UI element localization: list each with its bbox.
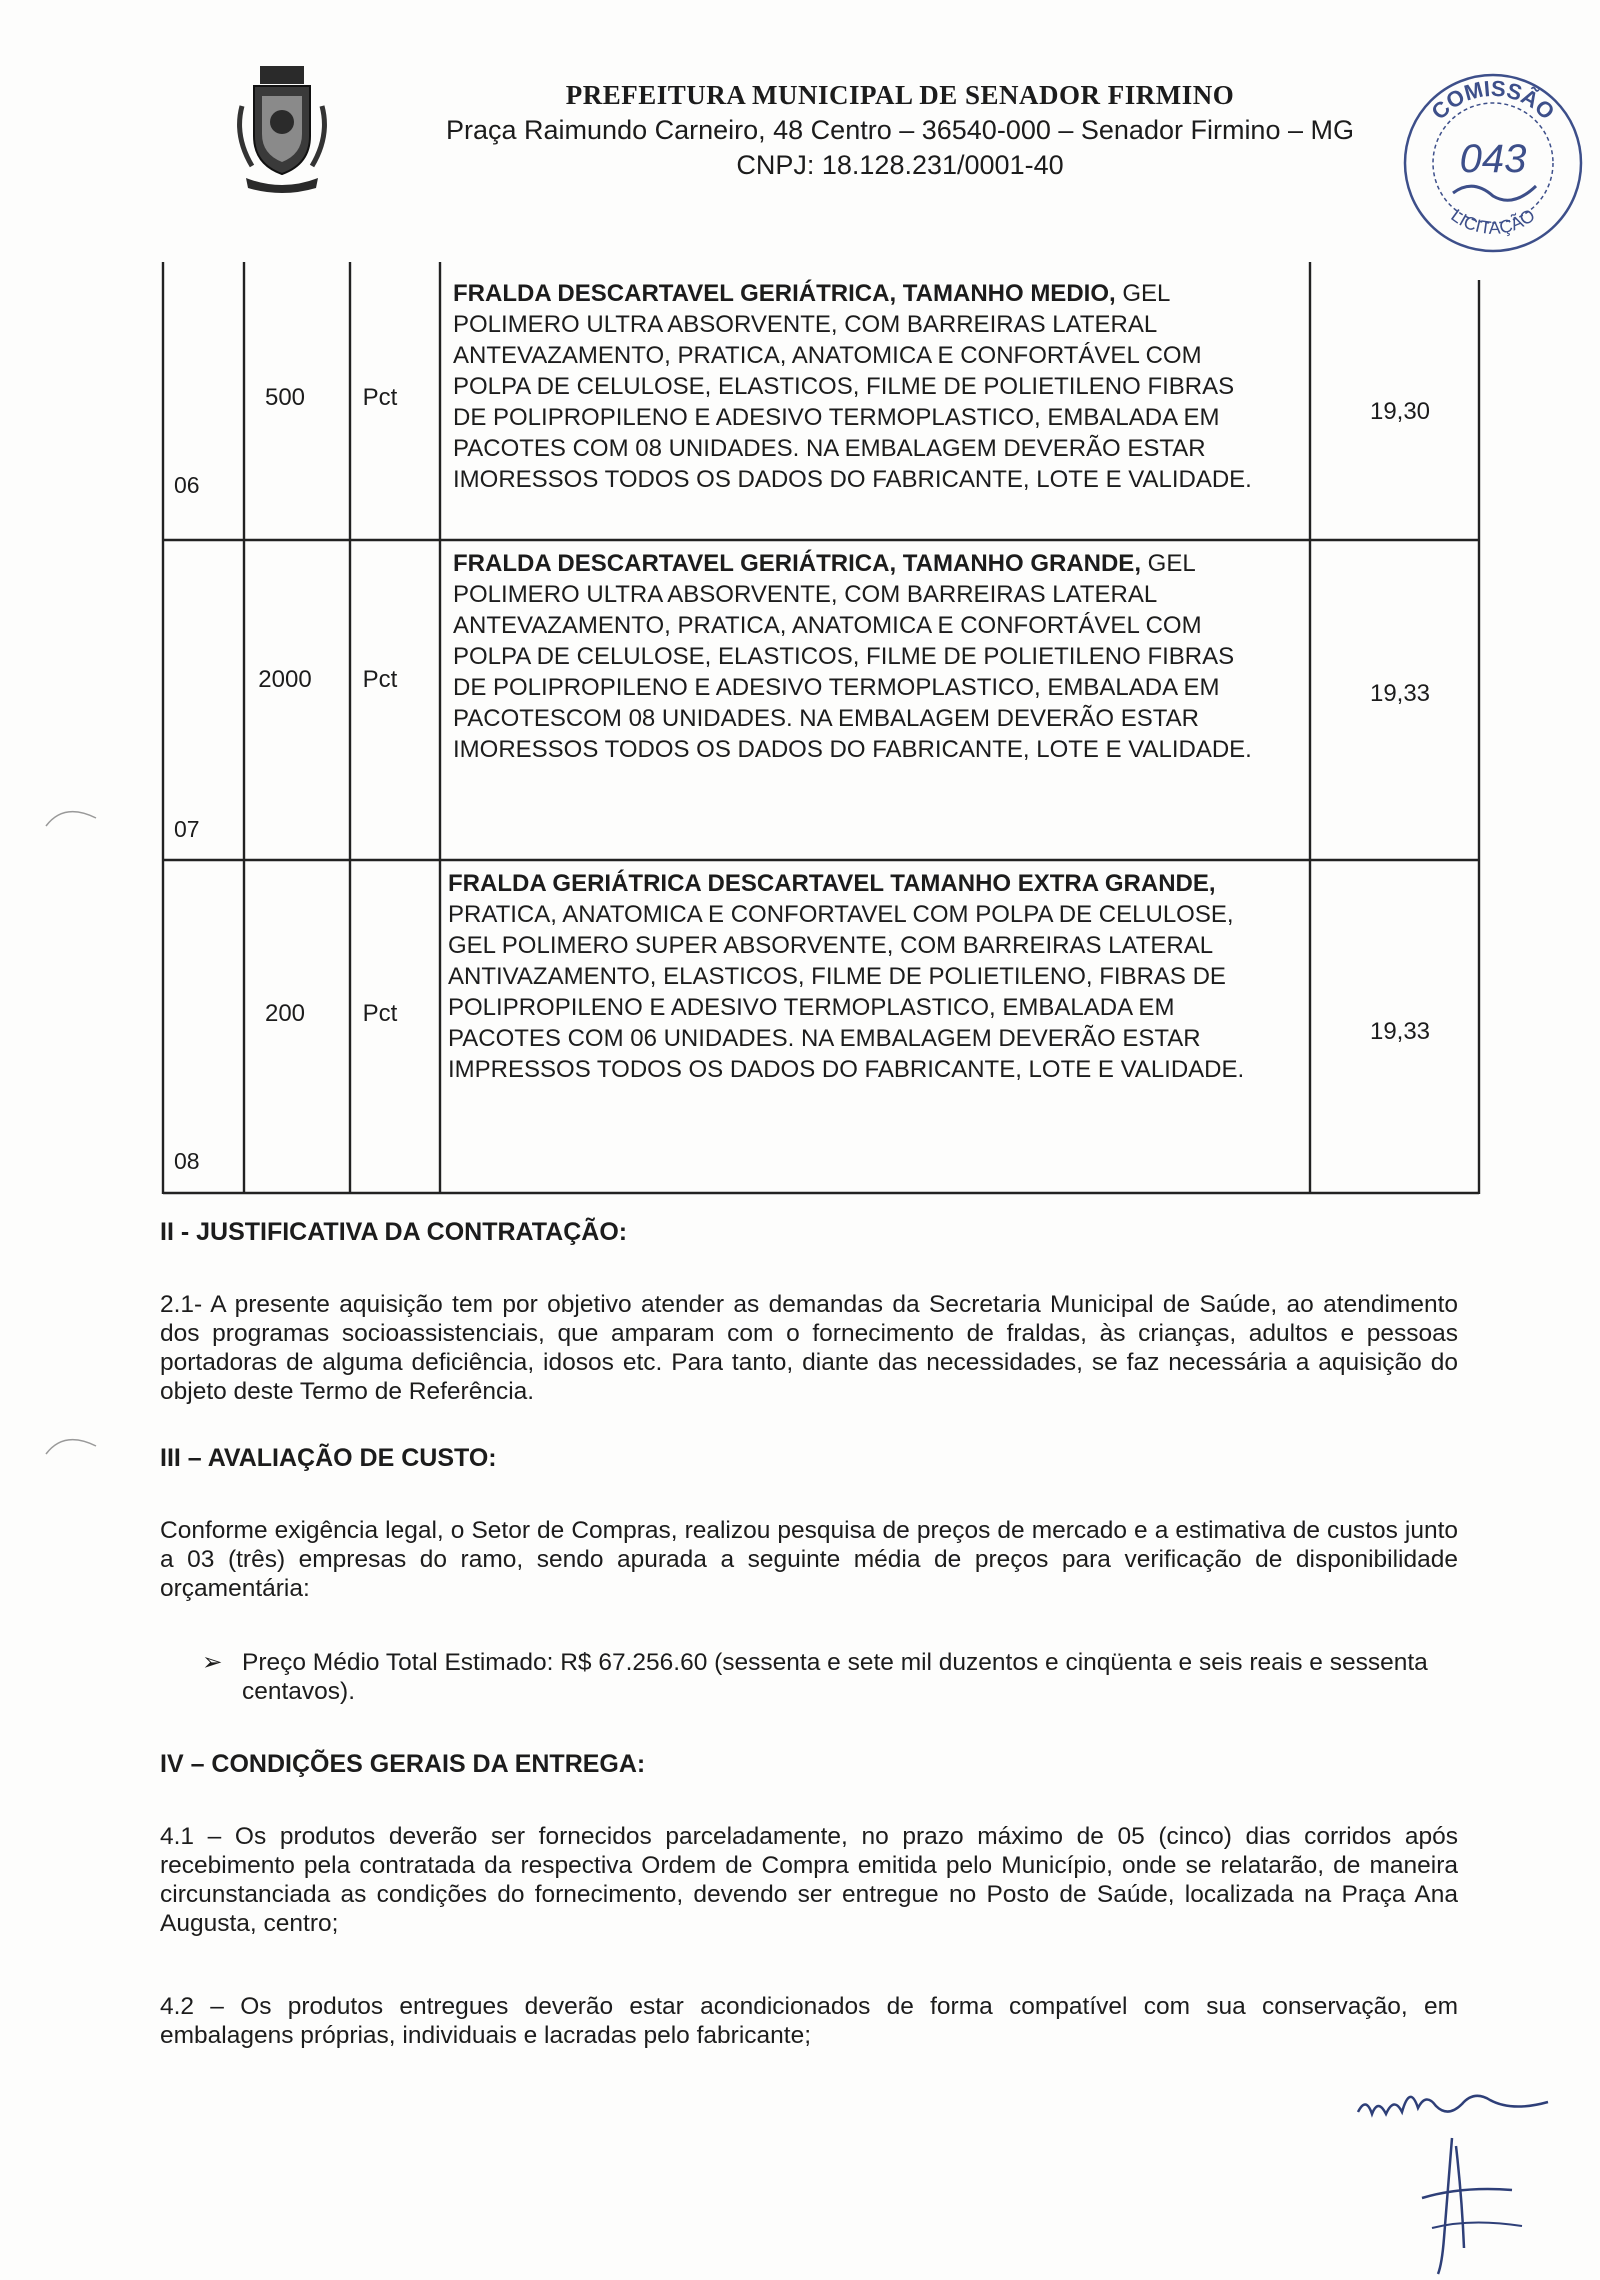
stamp-page-number: 043: [1459, 137, 1527, 181]
section-heading-justificativa: II - JUSTIFICATIVA DA CONTRATAÇÃO:: [160, 1218, 628, 1246]
entrega-item-4-1: 4.1 – Os produtos deverão ser fornecidos parceladamente, no prazo máximo de 05 (cinco) dias corridos após recebimento pela contratada da respectiva Ordem de Compra emitida pelo Município, onde se relatarão, de maneira circunstanciada as condições do fornecimento, devendo ser entregue no Posto de Saúde, localizada na Praça Ana Augusta, centro;: [160, 1823, 1458, 1937]
item-description-line: PACOTES COM 06 UNIDADES. NA EMBALAGEM DEVERÃO ESTAR: [448, 1025, 1201, 1052]
item-description-title: FRALDA DESCARTAVEL GERIÁTRICA, TAMANHO MEDIO,: [453, 280, 1116, 307]
margin-mark: [42, 1428, 102, 1458]
item-number: 08: [174, 1148, 200, 1174]
entrega-item-4-2: 4.2 – Os produtos entregues deverão estar acondicionados de forma compatível com sua conservação, em embalagens próprias, individuais e lacradas pelo fabricante;: [160, 1993, 1458, 2049]
svg-text:LICITAÇÃO: [1447, 205, 1538, 238]
item-description-line: DE POLIPROPILENO E ADESIVO TERMOPLASTICO, EMBALADA EM: [453, 674, 1220, 701]
table-row: [160, 262, 1482, 540]
item-description-line: POLIPROPILENO E ADESIVO TERMOPLASTICO, EMBALADA EM: [448, 994, 1175, 1021]
item-description-line: POLIMERO ULTRA ABSORVENTE, COM BARREIRAS LATERAL: [453, 311, 1158, 338]
table-row: [160, 860, 1482, 1194]
item-description-title: FRALDA DESCARTAVEL GERIÁTRICA, TAMANHO GRANDE,: [453, 550, 1141, 577]
letterhead: [400, 80, 1400, 181]
section-heading-avaliacao: III – AVALIAÇÃO DE CUSTO:: [160, 1444, 497, 1472]
item-unit-price: 19,30: [1369, 398, 1431, 425]
municipality-cnpj: CNPJ: 18.128.231/0001-40: [736, 150, 1064, 180]
item-description: [453, 548, 1453, 765]
item-quantity: 2000: [258, 666, 312, 693]
item-description-line: IMORESSOS TODOS OS DADOS DO FABRICANTE, LOTE E VALIDADE.: [453, 736, 1252, 763]
item-description-line: PRATICA, ANATOMICA E CONFORTAVEL COM POLPA DE CELULOSE,: [448, 901, 1234, 928]
margin-mark: [42, 800, 102, 830]
item-description-line: GEL POLIMERO SUPER ABSORVENTE, COM BARREIRAS LATERAL: [448, 932, 1214, 959]
section-heading-entrega: IV – CONDIÇÕES GERAIS DA ENTREGA:: [160, 1750, 646, 1778]
stamp-bottom-text: LICITAÇÃO: [1447, 205, 1539, 238]
item-description-line: POLPA DE CELULOSE, ELASTICOS, FILME DE POLIETILENO FIBRAS: [453, 643, 1235, 670]
item-description-line: ANTEVAZAMENTO, PRATICA, ANATOMICA E CONFORTÁVEL COM: [453, 342, 1202, 369]
item-unit-price: 19,33: [1369, 680, 1431, 707]
item-description-line: IMORESSOS TODOS OS DADOS DO FABRICANTE, LOTE E VALIDADE.: [453, 466, 1252, 493]
arrow-bullet-icon: ➢: [202, 1649, 223, 1676]
item-description: [448, 868, 1448, 1085]
stamp-top-text: COMISSÃO: [1426, 75, 1560, 125]
municipality-address: Praça Raimundo Carneiro, 48 Centro – 36540-000 – Senador Firmino – MG: [446, 115, 1354, 145]
item-quantity: 200: [264, 1000, 306, 1027]
item-description-line: DE POLIPROPILENO E ADESIVO TERMOPLASTICO, EMBALADA EM: [453, 404, 1220, 431]
item-description-title: FRALDA GERIÁTRICA DESCARTAVEL TAMANHO EXTRA GRANDE,: [448, 870, 1216, 897]
table-row: [160, 540, 1482, 860]
item-description-line: POLIMERO ULTRA ABSORVENTE, COM BARREIRAS LATERAL: [453, 581, 1158, 608]
item-quantity: 500: [264, 384, 306, 411]
handwritten-signature: [1352, 2078, 1562, 2278]
avaliacao-paragraph: Conforme exigência legal, o Setor de Compras, realizou pesquisa de preços de mercado e a estimativa de custos junto a 03 (três) empresas do ramo, sendo apurada a seguinte média de preços para verificação de disponibilidade orçamentária:: [160, 1517, 1458, 1602]
item-description-line: ANTIVAZAMENTO, ELASTICOS, FILME DE POLIETILENO, FIBRAS DE: [448, 963, 1226, 990]
item-unit: Pct: [362, 384, 398, 411]
municipal-crest-icon: [232, 66, 332, 196]
estimated-price-text: Preço Médio Total Estimado: R$ 67.256.60 (sessenta e sete mil duzentos e cinqüenta e seis reais e sessenta centavos).: [242, 1649, 1428, 1705]
item-description: [453, 278, 1453, 495]
item-description-line: PACOTES COM 08 UNIDADES. NA EMBALAGEM DEVERÃO ESTAR: [453, 435, 1206, 462]
item-description-line: ANTEVAZAMENTO, PRATICA, ANATOMICA E CONFORTÁVEL COM: [453, 612, 1202, 639]
item-description-line: IMPRESSOS TODOS OS DADOS DO FABRICANTE, LOTE E VALIDADE.: [448, 1056, 1245, 1083]
item-description-title-rest: GEL: [1115, 280, 1171, 307]
svg-text:COMISSÃO: [1426, 76, 1559, 125]
municipality-title: PREFEITURA MUNICIPAL DE SENADOR FIRMINO: [565, 80, 1235, 110]
item-description-line: POLPA DE CELULOSE, ELASTICOS, FILME DE POLIETILENO FIBRAS: [453, 373, 1235, 400]
item-number: 06: [174, 472, 200, 498]
item-description-line: PACOTESCOM 08 UNIDADES. NA EMBALAGEM DEVERÃO ESTAR: [453, 705, 1199, 732]
commission-stamp: [1398, 68, 1588, 258]
item-number: 07: [174, 816, 200, 842]
item-unit: Pct: [362, 1000, 398, 1027]
item-unit: Pct: [362, 666, 398, 693]
items-table: [160, 262, 1482, 1196]
justificativa-paragraph: 2.1- A presente aquisição tem por objetivo atender as demandas da Secretaria Municipal de Saúde, ao atendimento dos programas socioassistenciais, que amparam com o fornecimento de fraldas, às crianças, adultos e pessoas portadoras de alguma deficiência, idosos etc. Para tanto, diante das necessidades, se faz necessária a aquisição do objeto deste Termo de Referência.: [160, 1291, 1458, 1405]
item-description-title-rest: GEL: [1140, 550, 1196, 577]
item-unit-price: 19,33: [1369, 1018, 1431, 1045]
